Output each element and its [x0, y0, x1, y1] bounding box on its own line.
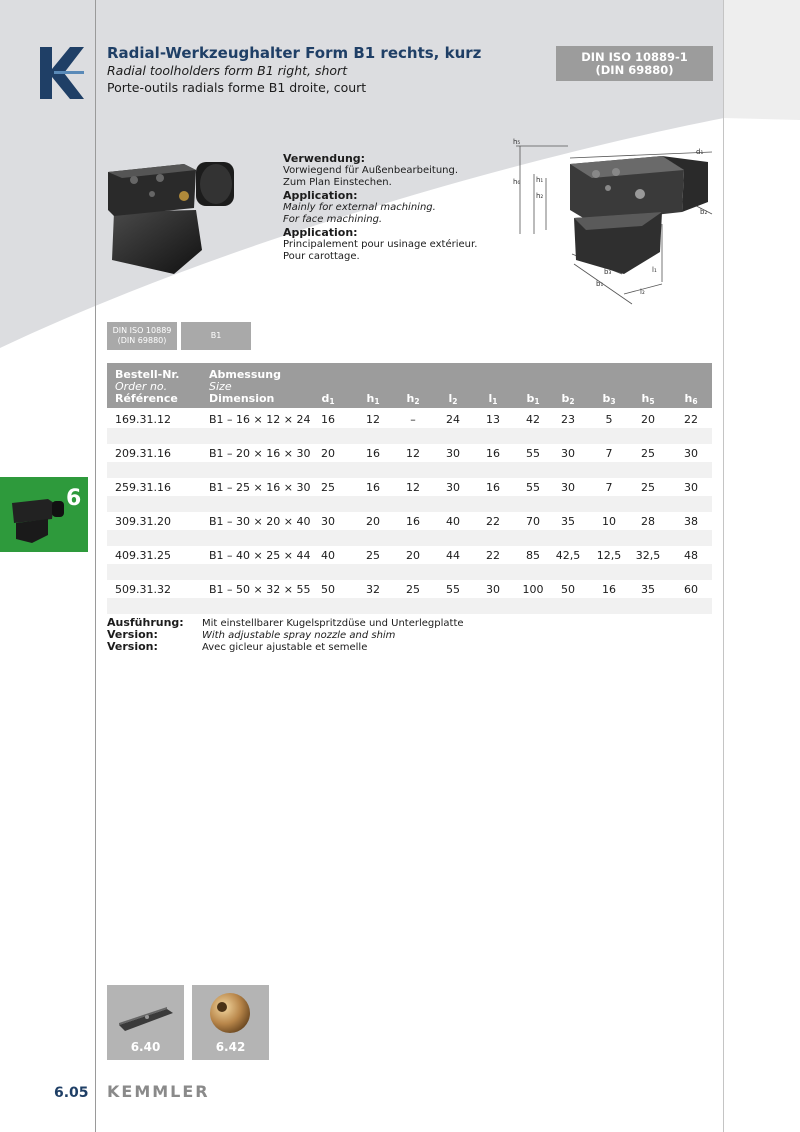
version-fr-label: Version:	[107, 640, 158, 653]
symbol-base: d	[321, 392, 330, 405]
svg-text:b₃: b₃	[604, 268, 612, 276]
row-separator	[107, 496, 712, 512]
chapter-number: 6	[66, 486, 82, 511]
svg-text:l₁: l₁	[652, 266, 657, 274]
header-symbol	[308, 392, 348, 406]
value-cell: 55	[446, 583, 460, 596]
symbol-base: b	[561, 392, 570, 405]
symbol-base: l	[488, 392, 493, 405]
usage-en-line: For face machining.	[283, 214, 383, 225]
table-header	[107, 363, 712, 408]
value-cell: 12	[406, 481, 420, 494]
row-separator	[107, 428, 712, 444]
value-cell: 20	[406, 549, 420, 562]
product-photo	[104, 150, 242, 278]
accessory-shim[interactable]	[107, 985, 184, 1060]
value-cell: 30	[684, 481, 698, 494]
usage-fr-line: Principalement pour usinage extérieur.	[283, 239, 478, 250]
dimension: B1 – 20 × 16 × 30	[209, 447, 311, 460]
order-number: 169.31.12	[115, 413, 171, 426]
version-de-text: Mit einstellbarer Kugelspritzdüse und Unterlegplatte	[202, 618, 464, 629]
accessory-code: 6.40	[130, 1040, 161, 1054]
usage-en-line: Mainly for external machining.	[283, 202, 436, 213]
din-line-2: (DIN 69880)	[595, 63, 674, 77]
header-dim-fr: Dimension	[209, 392, 275, 405]
value-cell: 100	[522, 583, 544, 596]
header-symbol	[589, 392, 629, 406]
header-order	[115, 369, 179, 405]
value-cell: 16	[321, 413, 335, 426]
value-cell: 55	[526, 481, 540, 494]
value-cell: 7	[605, 447, 613, 460]
value-cell: 38	[684, 515, 698, 528]
value-cell: 20	[366, 515, 380, 528]
dimension: B1 – 40 × 25 × 44	[209, 549, 311, 562]
svg-text:h₁: h₁	[536, 176, 544, 184]
brand-name: KEMMLER	[107, 1082, 210, 1101]
value-cell: 30	[446, 481, 460, 494]
header-symbol	[353, 392, 393, 406]
usage-de-line: Zum Plan Einstechen.	[283, 177, 392, 188]
shim-icon	[107, 985, 184, 1040]
right-divider	[723, 0, 724, 1132]
value-cell: 40	[446, 515, 460, 528]
value-cell: 16	[486, 447, 500, 460]
tab-form[interactable]: B1	[181, 322, 251, 350]
value-cell: 28	[641, 515, 655, 528]
header-order-de: Bestell-Nr.	[115, 368, 180, 381]
value-cell: 48	[684, 549, 698, 562]
row-separator	[107, 598, 712, 614]
value-cell: 85	[526, 549, 540, 562]
value-cell: 35	[561, 515, 575, 528]
symbol-base: l	[448, 392, 453, 405]
value-cell: 30	[486, 583, 500, 596]
version-en-label: Version:	[107, 628, 158, 641]
dimension: B1 – 16 × 12 × 24	[209, 413, 311, 426]
value-cell: 20	[641, 413, 655, 426]
value-cell: 50	[321, 583, 335, 596]
svg-text:h₆: h₆	[513, 178, 521, 186]
svg-text:l₂: l₂	[640, 288, 645, 296]
symbol-subscript: 1	[534, 397, 540, 406]
accessory-code: 6.42	[215, 1040, 246, 1054]
value-cell: 7	[605, 481, 613, 494]
header-symbol	[433, 392, 473, 406]
symbol-subscript: 1	[492, 397, 498, 406]
usage-en-label: Application:	[283, 189, 358, 202]
spray-nozzle-icon	[192, 985, 269, 1040]
page-number: 6.05	[54, 1085, 89, 1101]
value-cell: 55	[526, 447, 540, 460]
value-cell: 35	[641, 583, 655, 596]
din-standard-badge	[556, 46, 713, 81]
value-cell: 16	[366, 447, 380, 460]
header-order-en: Order no.	[115, 380, 168, 393]
symbol-subscript: 1	[374, 397, 380, 406]
usage-fr-label: Application:	[283, 226, 358, 239]
value-cell: 40	[321, 549, 335, 562]
value-cell: 44	[446, 549, 460, 562]
svg-text:d₁: d₁	[696, 148, 704, 156]
title-block	[107, 44, 481, 96]
header-symbol	[628, 392, 668, 406]
value-cell: 60	[684, 583, 698, 596]
value-cell: 20	[321, 447, 335, 460]
header-dim-en: Size	[209, 380, 232, 393]
value-cell: 23	[561, 413, 575, 426]
kemmler-logo	[40, 47, 84, 99]
dimension: B1 – 25 × 16 × 30	[209, 481, 311, 494]
version-de-label: Ausführung:	[107, 616, 184, 629]
left-divider	[95, 0, 96, 1132]
symbol-subscript: 5	[649, 397, 655, 406]
value-cell: 25	[321, 481, 335, 494]
symbol-subscript: 2	[414, 397, 420, 406]
order-number: 209.31.16	[115, 447, 171, 460]
svg-text:b₂: b₂	[700, 208, 708, 216]
symbol-subscript: 1	[329, 397, 335, 406]
svg-text:h₅: h₅	[513, 138, 521, 146]
usage-de-label: Verwendung:	[283, 152, 366, 165]
value-cell: –	[410, 413, 416, 426]
symbol-base: h	[406, 392, 415, 405]
tab-din-line-1: DIN ISO 10889	[112, 326, 172, 335]
din-line-1: DIN ISO 10889-1	[581, 50, 688, 64]
table-row[interactable]	[107, 581, 712, 598]
usage-block	[283, 152, 477, 263]
version-en-text: With adjustable spray nozzle and shim	[202, 630, 396, 641]
value-cell: 50	[561, 583, 575, 596]
value-cell: 32,5	[635, 549, 661, 562]
header-symbol	[513, 392, 553, 406]
value-cell: 25	[366, 549, 380, 562]
value-cell: 16	[366, 481, 380, 494]
value-cell: 12,5	[596, 549, 622, 562]
header-symbol	[393, 392, 433, 406]
value-cell: 16	[602, 583, 616, 596]
symbol-subscript: 3	[610, 397, 616, 406]
symbol-base: b	[602, 392, 611, 405]
table-row[interactable]	[107, 445, 712, 462]
symbol-subscript: 2	[452, 397, 458, 406]
row-separator	[107, 462, 712, 478]
value-cell: 42	[526, 413, 540, 426]
version-fr-text: Avec gicleur ajustable et semelle	[202, 642, 368, 653]
header-dim-de: Abmessung	[209, 368, 281, 381]
value-cell: 42,5	[555, 549, 581, 562]
table-row[interactable]	[107, 547, 712, 564]
title-de: Radial-Werkzeughalter Form B1 rechts, kurz	[107, 44, 482, 62]
title-fr: Porte-outils radials forme B1 droite, court	[107, 80, 367, 95]
header-dimension	[209, 369, 281, 405]
value-cell: 10	[602, 515, 616, 528]
symbol-base: b	[526, 392, 535, 405]
value-cell: 12	[406, 447, 420, 460]
order-number: 259.31.16	[115, 481, 171, 494]
value-cell: 32	[366, 583, 380, 596]
table-row[interactable]	[107, 513, 712, 530]
value-cell: 30	[446, 447, 460, 460]
chapter-tab-icon	[8, 485, 68, 545]
symbol-base: h	[641, 392, 650, 405]
value-cell: 30	[684, 447, 698, 460]
tab-din-line-2: (DIN 69880)	[117, 336, 167, 345]
order-number: 309.31.20	[115, 515, 171, 528]
usage-de-line: Vorwiegend für Außenbearbeitung.	[283, 165, 459, 176]
symbol-subscript: 6	[692, 397, 698, 406]
svg-text:h₂: h₂	[536, 192, 544, 200]
value-cell: 25	[641, 447, 655, 460]
header-symbol	[548, 392, 588, 406]
value-cell: 22	[684, 413, 698, 426]
row-separator	[107, 530, 712, 546]
value-cell: 22	[486, 549, 500, 562]
symbol-base: h	[366, 392, 375, 405]
value-cell: 12	[366, 413, 380, 426]
dimension: B1 – 50 × 32 × 55	[209, 583, 311, 596]
order-number: 509.31.32	[115, 583, 171, 596]
dimension: B1 – 30 × 20 × 40	[209, 515, 311, 528]
value-cell: 30	[321, 515, 335, 528]
svg-text:b₁: b₁	[596, 280, 604, 288]
header-order-fr: Référence	[115, 392, 178, 405]
table-row[interactable]	[107, 479, 712, 496]
header-symbol	[473, 392, 513, 406]
order-number: 409.31.25	[115, 549, 171, 562]
symbol-base: h	[684, 392, 693, 405]
value-cell: 5	[605, 413, 613, 426]
value-cell: 25	[641, 481, 655, 494]
value-cell: 16	[486, 481, 500, 494]
title-en: Radial toolholders form B1 right, short	[107, 63, 348, 78]
accessory-spray-nozzle[interactable]	[192, 985, 269, 1060]
technical-drawing	[512, 134, 722, 308]
value-cell: 24	[446, 413, 460, 426]
value-cell: 25	[406, 583, 420, 596]
value-cell: 70	[526, 515, 540, 528]
header-symbol	[671, 392, 711, 406]
value-cell: 30	[561, 481, 575, 494]
tab-din[interactable]	[107, 322, 177, 350]
value-cell: 22	[486, 515, 500, 528]
usage-fr-line: Pour carottage.	[283, 251, 360, 262]
value-cell: 13	[486, 413, 500, 426]
value-cell: 30	[561, 447, 575, 460]
table-row[interactable]	[107, 411, 712, 428]
value-cell: 16	[406, 515, 420, 528]
row-separator	[107, 564, 712, 580]
symbol-subscript: 2	[569, 397, 575, 406]
